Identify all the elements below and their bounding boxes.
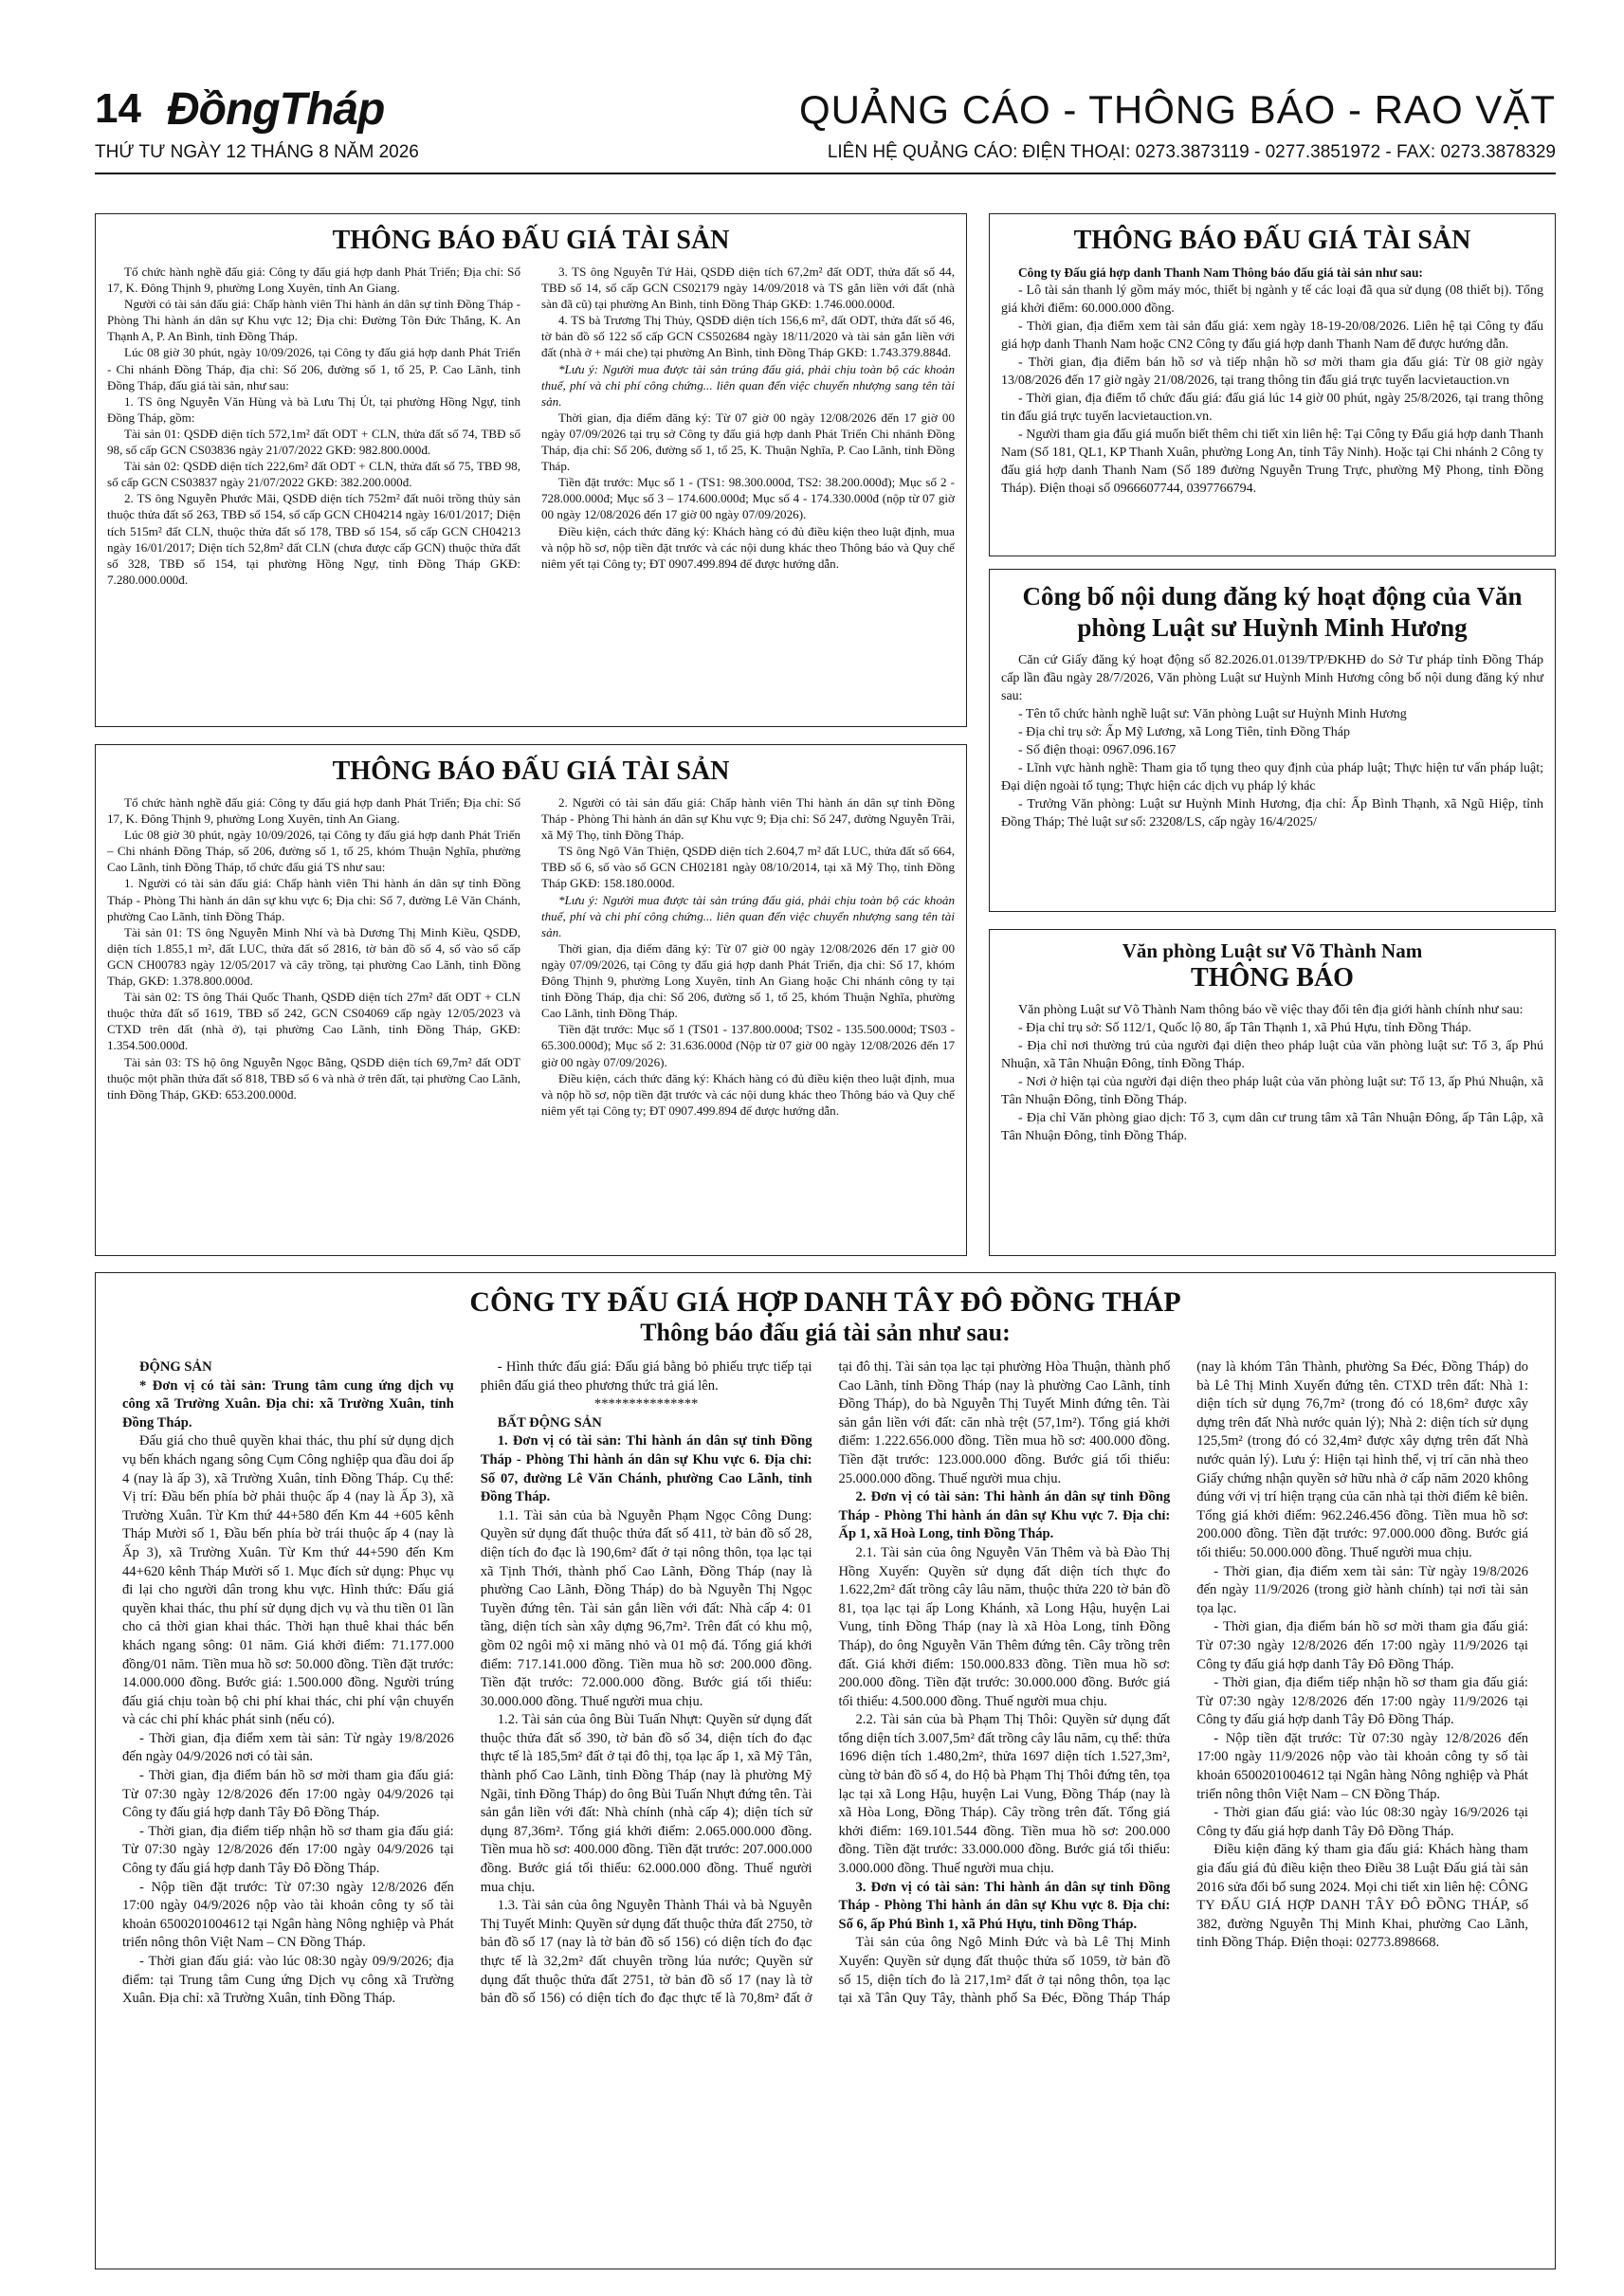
paragraph: Thời gian, địa điểm đăng ký: Từ 07 giờ 00 ngày 12/08/2026 đến 17 giờ 00 ngày 07/09/2026, tại Công ty đấu giá hợp danh Phát Triển, địa chỉ: Số 17, khóm Đông Thịnh 9, phường Long Xuyên, tỉnh An Giang hoặc Chi nhánh công ty tại tỉnh Đồng Tháp, địa chỉ: Số 206, đường số 1, tổ 25, khóm Thuận Nghĩa, phường Cao Lãnh, tỉnh Đồng Tháp.	[541, 940, 955, 1021]
paragraph: 2.2. Tài sản của bà Phạm Thị Thôi: Quyền sử dụng đất tổng diện tích 3.007,5m² đất trồng cây lâu năm, cụ thể: thửa 1696 diện tích 1.480,2m², thửa 1697 diện tích 1.527,3m², cùng tờ bản đồ số 4, do Hộ bà Phạm Thị Thôi đứng tên, tọa lạc tại xã Long Hậu, huyện Lai Vung, Đồng Tháp (nay là xã Hòa Long, Đồng Tháp). Cây trồng trên đất. Tổng giá khởi điểm: 169.101.544 đồng. Tiền mua hồ sơ: 200.000 đồng. Tiền đặt trước: 33.000.000 đồng. Bước giá tối thiểu: 3.000.000 đồng. Thuế người mua chịu.	[838, 1712, 1171, 1877]
notice-auction-1	[95, 213, 967, 727]
header-rule	[95, 173, 1556, 174]
paragraph: 2. Đơn vị có tài sản: Thi hành án dân sự tỉnh Đồng Tháp - Phòng Thi hành án dân sự Khu vực 7. Địa chỉ: Ấp 1, xã Hoà Long, tỉnh Đồng Tháp.	[838, 1489, 1171, 1542]
page-number: 14	[95, 85, 141, 132]
paragraph: Tài sản 01: TS ông Nguyễn Minh Nhí và bà Dương Thị Minh Kiều, QSDĐ, diện tích 1.855,1 m², đất LUC, thửa đất số 2816, tờ bản đồ số 4, số vào sổ cấp GCN CH00783 ngày 12/05/2017 và cây trồng, tại phường Cao Lãnh, tỉnh Đồng Tháp, GKĐ: 1.378.800.000đ.	[107, 924, 520, 989]
page-header	[95, 85, 1556, 171]
paragraph: - Nơi ở hiện tại của người đại diện theo pháp luật của văn phòng luật sư: Tổ 13, ấp Phú Nhuận, xã Tân Nhuận Đông, tỉnh Đồng Tháp.	[1001, 1075, 1543, 1107]
paragraph: - Người tham gia đấu giá muốn biết thêm chi tiết xin liên hệ: Tại Công ty Đấu giá hợp danh Thanh Nam (Số 181, QL1, KP Thanh Xuân, phường Long An, tỉnh Tây Ninh). Hoặc tại Chi nhánh 2 Công ty đấu giá hợp danh Thanh Nam (Số 189 đường Nguyễn Trung Trực, phường Mỹ Phong, tỉnh Đồng Tháp). Điện thoại số 0966607744, 0397766794.	[1001, 428, 1543, 496]
notice-title: THÔNG BÁO ĐẤU GIÁ TÀI SẢN	[1073, 226, 1471, 255]
paragraph: 2. TS ông Nguyễn Phước Mãi, QSDĐ diện tích 752m² đất nuôi trồng thủy sản thuộc thửa đất số 263, TBĐ số 154, số cấp GCN CH04214 ngày 16/01/2017; Diện tích 515m² đất CLN, thuộc thửa đất số 178, TBĐ số 154, số cấp GCN CH04213 ngày 16/01/2017; Diện tích 52,8m² đất CLN (chưa được cấp GCN) thuộc thửa đất số 328, TBĐ số 154, tại phường Hồng Ngự, tỉnh Đồng Tháp GKĐ: 7.280.000.000đ.	[107, 491, 520, 587]
notice-title: THÔNG BÁO ĐẤU GIÁ TÀI SẢN	[332, 226, 730, 255]
paragraph: Tiền đặt trước: Mục số 1 - (TS1: 98.300.000đ, TS2: 38.200.000đ); Mục số 2 - 728.000.000đ; Mục số 3 – 174.600.000đ; Mục số 4 - 174.330.000đ (nộp từ 07 giờ 00 ngày 12/08/2026 đến 17 giờ 00 ngày 07/09/2026).	[541, 475, 955, 522]
paragraph: Tài sản 01: QSDĐ diện tích 572,1m² đất ODT + CLN, thửa đất số 74, TBĐ số 98, số cấp GCN CS03836 ngày 21/07/2022 GKĐ: 982.800.000đ.	[107, 426, 520, 458]
paragraph: Người có tài sản đấu giá: Chấp hành viên Thi hành án dân sự tỉnh Đồng Tháp - Phòng Thi hành án dân sự Khu vực 12; Địa chỉ: Đường Tôn Đức Thắng, K. An Thạnh A, P. An Bình, tỉnh Đồng Tháp.	[107, 297, 520, 344]
paragraph: 1. Người có tài sản đấu giá: Chấp hành viên Thi hành án dân sự tỉnh Đồng Tháp - Phòng Thi hành án dân sự khu vực 6; Địa chỉ: Số 7, đường Lê Văn Chánh, phường Cao Lãnh, tỉnh Đồng Tháp.	[107, 876, 520, 923]
paragraph: - Thời gian đấu giá: vào lúc 08:30 ngày 16/9/2026 tại Công ty đấu giá hợp danh Tây Đô Đồng Tháp.	[1196, 1805, 1528, 1839]
paragraph: Tài sản của ông Ngô Minh Đức và bà Lê Thị Minh Xuyến: Quyền sử dụng đất thuộc thửa số 1059, tờ bản đồ số 15, diện tích đo là 217,1m² đất ở tại nông thôn, tọa lạc tại xã Tân Quy Tây, thành phố Sa Đéc, Đồng Tháp Tháp (nay là khóm Tân Thành, phường Sa Đéc, Đồng Tháp) do bà Lê Thị Minh Xuyến đứng tên. CTXD trên đất: Nhà 1: diện tích sử dụng 76,7m² (trong đó có 18,6m² được xây dựng trên đất Nhà nước quản lý); Nhà 2: diện tích sử dụng 125,5m² (trong đó có 32,4m² được xây dựng trên đất Nhà nước quản lý). Lưu ý: Hiện tại hình thể, vị trí căn nhà theo Giấy chứng nhận quyền sở hữu nhà ở cấp năm 2020 không đúng với vị trí hiện trạng của căn nhà tại thời điểm kê biên. Tổng giá khởi điểm: 962.246.456 đồng. Tiền mua hồ sơ: 200.000 đồng. Tiền đặt trước: 97.000.000 đồng. Bước giá tối thiểu: 50.000.000 đồng. Thuế người mua chịu.	[838, 1359, 1528, 2007]
paragraph: - Địa chỉ trụ sở: Số 112/1, Quốc lộ 80, ấp Tân Thạnh 1, xã Phú Hựu, tỉnh Đồng Tháp.	[1018, 1021, 1471, 1035]
section-heading: BẤT ĐỘNG SẢN	[497, 1414, 602, 1430]
notice-body	[107, 264, 955, 588]
masthead-logo: ĐồngTháp	[167, 84, 385, 135]
notice-body	[107, 794, 955, 1119]
notice-title: CÔNG TY ĐẤU GIÁ HỢP DANH TÂY ĐÔ ĐỒNG THÁP	[469, 1286, 1181, 1318]
paragraph: - Trưởng Văn phòng: Luật sư Huỳnh Minh Hương, địa chỉ: Ấp Bình Thạnh, xã Ngũ Hiệp, tỉnh Đồng Tháp; Thẻ luật sư số: 23208/LS, cấp ngày 16/4/2025/	[1001, 797, 1543, 829]
paragraph: Tiền đặt trước: Mục số 1 (TS01 - 137.800.000đ; TS02 - 135.500.000đ; TS03 - 65.300.000đ); Mục số 2: 31.636.000đ (Nộp từ 07 giờ 00 ngày 12/08/2026 đến 17 giờ 00 ngày 07/09/2026).	[541, 1022, 955, 1069]
paragraph: Đấu giá cho thuê quyền khai thác, thu phí sử dụng dịch vụ bến khách ngang sông Cụm Công nghiệp qua đầu doi ấp 4 (nay là ấp 3), xã Trường Xuân, tỉnh Đồng Tháp. Cụ thể: Vị trí: Đầu bến phía bờ phải thuộc ấp 4 (nay là Ấp 3), xã Trường Xuân. Từ Km thứ 44+580 đến Km 44 +605 kênh Tháp Mười số 1, Đầu bến phía bờ trái thuộc ấp 4 (nay là Ấp 3), xã Trường Xuân. Từ Km thứ 44+590 đến Km 44+620 kênh Tháp Mười số 1. Mục đích sử dụng: Phục vụ đi lại cho người dân trong khu vực. Hình thức: Đấu giá quyền khai thác, thu phí sử dụng dịch vụ và thu tiền 01 lần cho cả thời gian khai thác. Thời hạn thuê khai thác bến khách ngang sông: 01 năm. Giá khởi điểm: 71.177.000 đồng/01 năm. Tiền mua hồ sơ: 50.000 đồng. Tiền đặt trước: 14.000.000 đồng. Bước giá: 1.500.000 đồng. Người trúng đấu giá chịu toàn bộ chi phí khai thác, chi phí vận chuyển và các chi phí khác phát sinh (nếu có).	[122, 1433, 454, 1728]
paragraph: Điều kiện đăng ký tham gia đấu giá: Khách hàng tham gia đấu giá đủ điều kiện theo Điều 38 Luật Đấu giá tài sản 2016 sửa đổi bổ sung 2024. Mọi chi tiết xin liên hệ: CÔNG TY ĐẤU GIÁ HỢP DANH TÂY ĐÔ ĐỒNG THÁP, số 382, đường Nguyễn Thị Minh Khai, phường Cao Lãnh, tỉnh Đồng Tháp. Điện thoại: 02773.898668.	[1196, 1842, 1528, 1951]
notice-auction-thanh-nam	[989, 213, 1556, 556]
paragraph: * Đơn vị có tài sản: Trung tâm cung ứng dịch vụ công xã Trường Xuân. Địa chỉ: xã Trường Xuân, tỉnh Đồng Tháp.	[122, 1377, 454, 1430]
paragraph: Tài sản 02: QSDĐ diện tích 222,6m² đất ODT + CLN, thửa đất số 75, TBĐ 98, số cấp GCN CS03837 ngày 21/07/2022 GKĐ: 382.200.000đ.	[107, 459, 520, 490]
paragraph: 4. TS bà Trương Thị Thủy, QSDĐ diện tích 156,6 m², đất ODT, thửa đất số 46, tờ bản đồ số 122 số cấp GCN CS502684 ngày 18/11/2020 và tài sản gắn liền với đất (nhà ở + mái che) tại phường An Bình, tỉnh Đồng Tháp GKĐ: 1.743.379.884đ.	[541, 313, 955, 360]
paragraph: 2. Người có tài sản đấu giá: Chấp hành viên Thi hành án dân sự tỉnh Đồng Tháp - Phòng Thi hành án dân sự Khu vực 9; Địa chỉ: Số 247, đường Nguyễn Trãi, xã Mỹ Thọ, tỉnh Đồng Tháp.	[541, 795, 955, 843]
paragraph: - Thời gian, địa điểm xem tài sản: Từ ngày 19/8/2026 đến ngày 11/9/2026 (trong giờ hành chính) tại nơi tài sản tọa lạc.	[1196, 1563, 1528, 1616]
paragraph: 3. TS ông Nguyễn Tứ Hải, QSDĐ diện tích 67,2m² đất ODT, thửa đất số 44, TBĐ số 14, số cấp GCN CS02179 ngày 14/09/2018 và TS gắn liền với đất (nhà sàn đã cũ) tại phường An Bình, tỉnh Đồng Tháp GKĐ: 1.746.000.000đ.	[541, 264, 955, 312]
paragraph: - Thời gian, địa điểm tổ chức đấu giá: đấu giá lúc 14 giờ 00 phút, ngày 25/8/2026, tại trang thông tin đấu giá trực tuyến lacvietauction.vn.	[1001, 392, 1543, 424]
separator: ***************	[593, 1396, 699, 1412]
paragraph: 2.1. Tài sản của ông Nguyễn Văn Thêm và bà Đào Thị Hồng Xuyến: Quyền sử dụng đất diện tích thực đo 1.622,2m² đất trồng cây lâu năm, thuộc thửa 220 tờ bản đồ 81, tọa lạc tại ấp Long Khánh, xã Long Hậu, huyện Lai Vung, tỉnh Đồng Tháp (nay là xã Hòa Long, tỉnh Đồng Tháp), do ông Nguyễn Văn Thêm đứng tên. Cây trồng trên đất. Giá khởi điểm: 150.000.833 đồng. Tiền mua hồ sơ: 200.000 đồng. Tiền đặt trước: 30.000.000 đồng. Bước giá tối thiểu: 4.500.000 đồng. Thuế người mua chịu.	[838, 1544, 1171, 1709]
paragraph: *Lưu ý: Người mua được tài sản trúng đấu giá, phải chịu toàn bộ các khoản thuế, phí và chi phí công chứng... liên quan đến việc chuyển nhượng sang tên tài sản.	[541, 361, 955, 409]
paragraph: - Nộp tiền đặt trước: Từ 07:30 ngày 12/8/2026 đến 17:00 ngày 11/9/2026 nộp vào tài khoản công ty số tài khoản 6500201004612 tại Ngân hàng Nông nghiệp và Phát triển nông thôn Việt Nam – CN Đồng Tháp.	[1196, 1730, 1528, 1802]
paragraph: - Thời gian, địa điểm xem tài sản đấu giá: xem ngày 18-19-20/08/2026. Liên hệ tại Công ty đấu giá hợp danh Thanh Nam hoặc CN2 Công ty đấu giá hợp danh Thanh Nam để được hướng dẫn.	[1001, 319, 1543, 352]
section-title: QUẢNG CÁO - THÔNG BÁO - RAO VẶT	[799, 87, 1556, 132]
paragraph: Tổ chức hành nghề đấu giá: Công ty đấu giá hợp danh Phát Triển; Địa chỉ: Số 17, K. Đông Thịnh 9, phường Long Xuyên, tỉnh An Giang.	[107, 795, 520, 827]
paragraph: 3. Đơn vị có tài sản: Thi hành án dân sự tỉnh Đồng Tháp - Phòng Thi hành án dân sự Khu vực 8. Địa chỉ: Số 6, ấp Phú Bình 1, xã Phú Hựu, tỉnh Đồng Tháp.	[838, 1879, 1171, 1932]
issue-date: THỨ TƯ NGÀY 12 THÁNG 8 NĂM 2026	[95, 142, 419, 162]
paragraph: Tài sản 03: TS hộ ông Nguyễn Ngọc Bằng, QSDĐ diện tích 69,7m² đất ODT thuộc một phần thửa đất số 818, TBĐ số 6 và nhà ở trên đất, tại phường Cao Lãnh, tỉnh Đồng Tháp, GKĐ: 653.200.000đ.	[107, 1054, 520, 1102]
paragraph: Lúc 08 giờ 30 phút, ngày 10/09/2026, tại Công ty đấu giá hợp danh Phát Triển – Chi nhánh Đồng Tháp, số 206, đường số 1, tổ 25, khóm Thuận Nghĩa, phường Cao Lãnh, tỉnh Đồng Tháp, tổ chức đấu giá TS như sau:	[107, 828, 520, 875]
paragraph: Văn phòng Luật sư Võ Thành Nam thông báo về việc thay đổi tên địa giới hành chính như sau:	[1018, 1003, 1524, 1017]
paragraph: TS ông Ngô Văn Thiện, QSDĐ diện tích 2.604,7 m² đất LUC, thửa đất số 664, TBĐ số 6, số vào sổ GCN CH02181 ngày 08/10/2014, tại xã Mỹ Thọ, tỉnh Đồng Tháp GKĐ: 158.180.000đ.	[541, 844, 955, 891]
paragraph: - Lô tài sản thanh lý gồm máy móc, thiết bị ngành y tế các loại đã qua sử dụng (08 thiết bị). Tổng giá khởi điểm: 60.000.000 đồng.	[1001, 283, 1543, 316]
notice-law-office-huong	[989, 569, 1556, 912]
notice-title: THÔNG BÁO ĐẤU GIÁ TÀI SẢN	[332, 756, 730, 786]
paragraph: Công ty Đấu giá hợp danh Thanh Nam Thông báo đấu giá tài sản như sau:	[1018, 265, 1423, 280]
notice-subtitle: Thông báo đấu giá tài sản như sau:	[640, 1319, 1011, 1346]
notice-title: THÔNG BÁO	[1191, 963, 1354, 993]
paragraph: Thời gian, địa điểm đăng ký: Từ 07 giờ 00 ngày 12/08/2026 đến 17 giờ 00 ngày 07/09/2026 tại trụ sở Công ty đấu giá hợp danh Phát Triển Chi nhánh Đồng Tháp, địa chỉ: Số 206, đường số 1, tổ 25, K. Thuận Nghĩa, P. Cao Lãnh, tỉnh Đồng Tháp.	[541, 410, 955, 474]
paragraph: Căn cứ Giấy đăng ký hoạt động số 82.2026.01.0139/TP/ĐKHĐ do Sở Tư pháp tỉnh Đồng Tháp cấp lần đầu ngày 28/7/2026, Văn phòng Luật sư Huỳnh Minh Hương công bố nội dung đăng ký như sau:	[1001, 653, 1543, 703]
paragraph: 1.1. Tài sản của bà Nguyễn Phạm Ngọc Công Dung: Quyền sử dụng đất thuộc thửa đất số 411, tờ bản đồ số 28, diện tích đo đạc là 190,6m² đất ở tại nông thôn, tọa lạc tại xã Tịnh Thới, thành phố Cao Lãnh, Đồng Tháp (nay là phường Cao Lãnh, Đồng Tháp) do bà Nguyễn Thị Ngọc Tuyền đứng tên. Tài sản gắn liền với đất: Nhà cấp 4: 01 tầng, diện tích sàn xây dựng 96,7m². Trên đất có khu mộ, gồm 02 ngôi mộ xi măng nhỏ và 01 mộ đá. Tổng giá khởi điểm: 717.141.000 đồng. Tiền mua hồ sơ: 200.000 đồng. Tiền đặt trước: 72.000.000 đồng. Bước giá tối thiểu: 30.000.000 đồng. Thuế người mua chịu.	[480, 1507, 812, 1709]
section-heading: ĐỘNG SẢN	[139, 1359, 212, 1375]
paragraph: - Lĩnh vực hành nghề: Tham gia tố tụng theo quy định của pháp luật; Thực hiện tư vấn pháp luật; Đại diện ngoài tố tụng; Thực hiện các dịch vụ pháp lý khác	[1001, 761, 1543, 793]
paragraph: Điều kiện, cách thức đăng ký: Khách hàng có đủ điều kiện theo luật định, mua và nộp hồ sơ, nộp tiền đặt trước và các nội dung khác theo Thông báo và Quy chế niêm yết tại Công ty; ĐT 0907.499.894 để được hướng dẫn.	[541, 523, 955, 571]
paragraph: 1. TS ông Nguyễn Văn Hùng và bà Lưu Thị Út, tại phường Hồng Ngự, tỉnh Đồng Tháp, gồm:	[107, 393, 520, 425]
paragraph: - Số điện thoại: 0967.096.167	[1018, 743, 1177, 757]
notice-law-office-nam	[989, 929, 1556, 1256]
ad-contact: LIÊN HỆ QUẢNG CÁO: ĐIỆN THOẠI: 0273.3873119 - 0277.3851972 - FAX: 0273.3878329	[827, 142, 1556, 162]
notice-auction-2	[95, 744, 967, 1256]
paragraph: - Địa chỉ trụ sở: Ấp Mỹ Lương, xã Long Tiên, tỉnh Đồng Tháp	[1018, 725, 1350, 739]
paragraph: - Thời gian, địa điểm bán hồ sơ mời tham gia đấu giá: Từ 07:30 ngày 12/8/2026 đến 17:00 ngày 11/9/2026 tại Công ty đấu giá hợp danh Tây Đô Đồng Tháp.	[1196, 1619, 1528, 1672]
paragraph: - Thời gian, địa điểm tiếp nhận hồ sơ tham gia đấu giá: Từ 07:30 ngày 12/8/2026 đến 17:00 ngày 04/9/2026 tại Công ty đấu giá hợp danh Tây Đô Đồng Tháp.	[122, 1823, 454, 1877]
paragraph: 1.3. Tài sản của ông Nguyễn Thành Thái và bà Nguyễn Thị Tuyết Minh: Quyền sử dụng đất thuộc thửa đất 2750, tờ bản đồ số 17 (nay là tờ bản đồ số 156) có diện tích đo đạc thực tế là 32,2m² đất chuyên trồng lúa nước; Quyền sử dụng đất thuộc thửa đất 2751, tờ bản đồ số 17 (nay là tờ bản đồ số 156) có diện tích đo đạc thực tế là 70,8m² đất ở tại đô thị. Tài sản tọa lạc tại phường Hòa Thuận, thành phố Cao Lãnh, tỉnh Đồng Tháp (nay là phường Cao Lãnh, tỉnh Đồng Tháp), do bà Nguyễn Thị Tuyết Minh đứng tên. Tài sản gắn liền với đất: căn nhà trệt (57,1m²). Tổng giá khởi điểm: 1.222.656.000 đồng. Tiền mua hồ sơ: 400.000 đồng. Tiền đặt trước: 123.000.000 đồng. Bước giá tối thiểu: 25.000.000 đồng. Thuế người mua chịu.	[480, 1359, 1171, 2007]
paragraph: - Thời gian, địa điểm xem tài sản: Từ ngày 19/8/2026 đến ngày 04/9/2026 nơi có tài sản.	[122, 1730, 454, 1765]
paragraph: 1.2. Tài sản của ông Bùi Tuấn Nhựt: Quyền sử dụng đất thuộc thửa đất số 390, tờ bản đồ số 34, diện tích đo đạc thực tế là 185,5m² đất ở tại đô thị, tọa lạc ấp 1, xã Mỹ Tân, thành phố Cao Lãnh, tỉnh Đồng Tháp (nay là phường Mỹ Ngãi, tỉnh Đồng Tháp) do ông Bùi Tuấn Nhựt đứng tên. Tài sản gắn liền với đất: Nhà chính (nhà cấp 4); diện tích sử dụng 87,36m². Tổng giá khởi điểm: 2.065.000.000 đồng. Tiền mua hồ sơ: 400.000 đồng. Tiền đặt trước: 207.000.000 đồng. Bước giá tối thiểu: 62.000.000 đồng. Thuế người mua chịu.	[480, 1712, 812, 1895]
paragraph: 1. Đơn vị có tài sản: Thi hành án dân sự tỉnh Đồng Tháp - Phòng Thi hành án dân sự Khu vực 6. Địa chỉ: Số 07, đường Lê Văn Chánh, phường Cao Lãnh, tỉnh Đồng Tháp.	[480, 1433, 812, 1505]
paragraph: Điều kiện, cách thức đăng ký: Khách hàng có đủ điều kiện theo luật định, mua và nộp hồ sơ, nộp tiền đặt trước và các nội dung khác theo Thông báo và Quy chế niêm yết tại Công ty; ĐT 0907.499.894 để được hướng dẫn.	[541, 1070, 955, 1118]
paragraph: Lúc 08 giờ 30 phút, ngày 10/09/2026, tại Công ty đấu giá hợp danh Phát Triển - Chi nhánh Đồng Tháp, địa chỉ: Số 206, đường số 1, tổ 25, P. Cao Lãnh, tỉnh Đồng Tháp, đấu giá tài sản, như sau:	[107, 345, 520, 392]
notice-body	[122, 1358, 1528, 2009]
paragraph: Tổ chức hành nghề đấu giá: Công ty đấu giá hợp danh Phát Triển; Địa chỉ: Số 17, K. Đông Thịnh 9, phường Long Xuyên, tỉnh An Giang.	[107, 264, 520, 296]
paragraph: - Tên tổ chức hành nghề luật sư: Văn phòng Luật sư Huỳnh Minh Hương	[1018, 707, 1407, 721]
paragraph: - Thời gian, địa điểm bán hồ sơ mời tham gia đấu giá: Từ 07:30 ngày 12/8/2026 đến 17:00 ngày 04/9/2026 tại Công ty đấu giá hợp danh Tây Đô Đồng Tháp.	[122, 1768, 454, 1821]
paragraph: - Nộp tiền đặt trước: Từ 07:30 ngày 12/8/2026 đến 17:00 ngày 04/9/2026 nộp vào tài khoản công ty số tài khoản 6500201004612 tại Ngân hàng Nông nghiệp và Phát triển nông thôn Việt Nam – CN Đồng Tháp.	[122, 1879, 454, 1951]
paragraph: - Địa chỉ Văn phòng giao dịch: Tổ 3, cụm dân cư trung tâm xã Tân Nhuận Đông, ấp Tân Lập, xã Tân Nhuận Đông, tỉnh Đồng Tháp.	[1001, 1111, 1543, 1143]
paragraph: - Thời gian, địa điểm tiếp nhận hồ sơ tham gia đấu giá: Từ 07:30 ngày 12/8/2026 đến 17:00 ngày 11/9/2026 tại Công ty đấu giá hợp danh Tây Đô Đồng Tháp.	[1196, 1675, 1528, 1728]
notice-subtitle: Văn phòng Luật sư Võ Thành Nam	[1122, 939, 1423, 962]
paragraph: - Địa chỉ nơi thường trú của người đại diện theo pháp luật của văn phòng luật sư: Tổ 3, ấp Phú Nhuận, xã Tân Nhuận Đông, tỉnh Đồng Tháp.	[1001, 1039, 1543, 1071]
paragraph: *Lưu ý: Người mua được tài sản trúng đấu giá, phải chịu toàn bộ các khoản thuế, phí và chi phí công chứng... liên quan đến việc chuyển nhượng sang tên tài sản.	[541, 892, 955, 939]
paragraph: - Hình thức đấu giá: Đấu giá bằng bỏ phiếu trực tiếp tại phiên đấu giá theo phương thức trả giá lên.	[480, 1359, 812, 1394]
paragraph: Tài sản 02: TS ông Thái Quốc Thanh, QSDĐ diện tích 27m² đất ODT + CLN thuộc thửa đất số 1619, TBĐ số 242, GCN CS04069 cấp ngày 12/05/2023 và CTXD trên đất (nhà ở), tại phường Cao Lãnh, tỉnh Đồng Tháp, GKĐ: 1.354.500.000đ.	[107, 990, 520, 1053]
notice-title: Công bố nội dung đăng ký hoạt động của Văn phòng Luật sư Huỳnh Minh Hương	[1022, 582, 1523, 642]
paragraph: - Thời gian đấu giá: vào lúc 08:30 ngày 09/9/2026; địa điểm: tại Trung tâm Cung ứng Dịch vụ công xã Trường Xuân. Địa chỉ: xã Trường Xuân, tỉnh Đồng Tháp.	[122, 1954, 454, 2007]
notice-tay-do-auction	[95, 1272, 1556, 2269]
paragraph: - Thời gian, địa điểm bán hồ sơ và tiếp nhận hồ sơ mời tham gia đấu giá: Từ 08 giờ ngày 13/08/2026 đến 17 giờ ngày 21/08/2026, tại trang thông tin đấu giá trực tuyến lacvietauction.vn	[1001, 355, 1543, 388]
